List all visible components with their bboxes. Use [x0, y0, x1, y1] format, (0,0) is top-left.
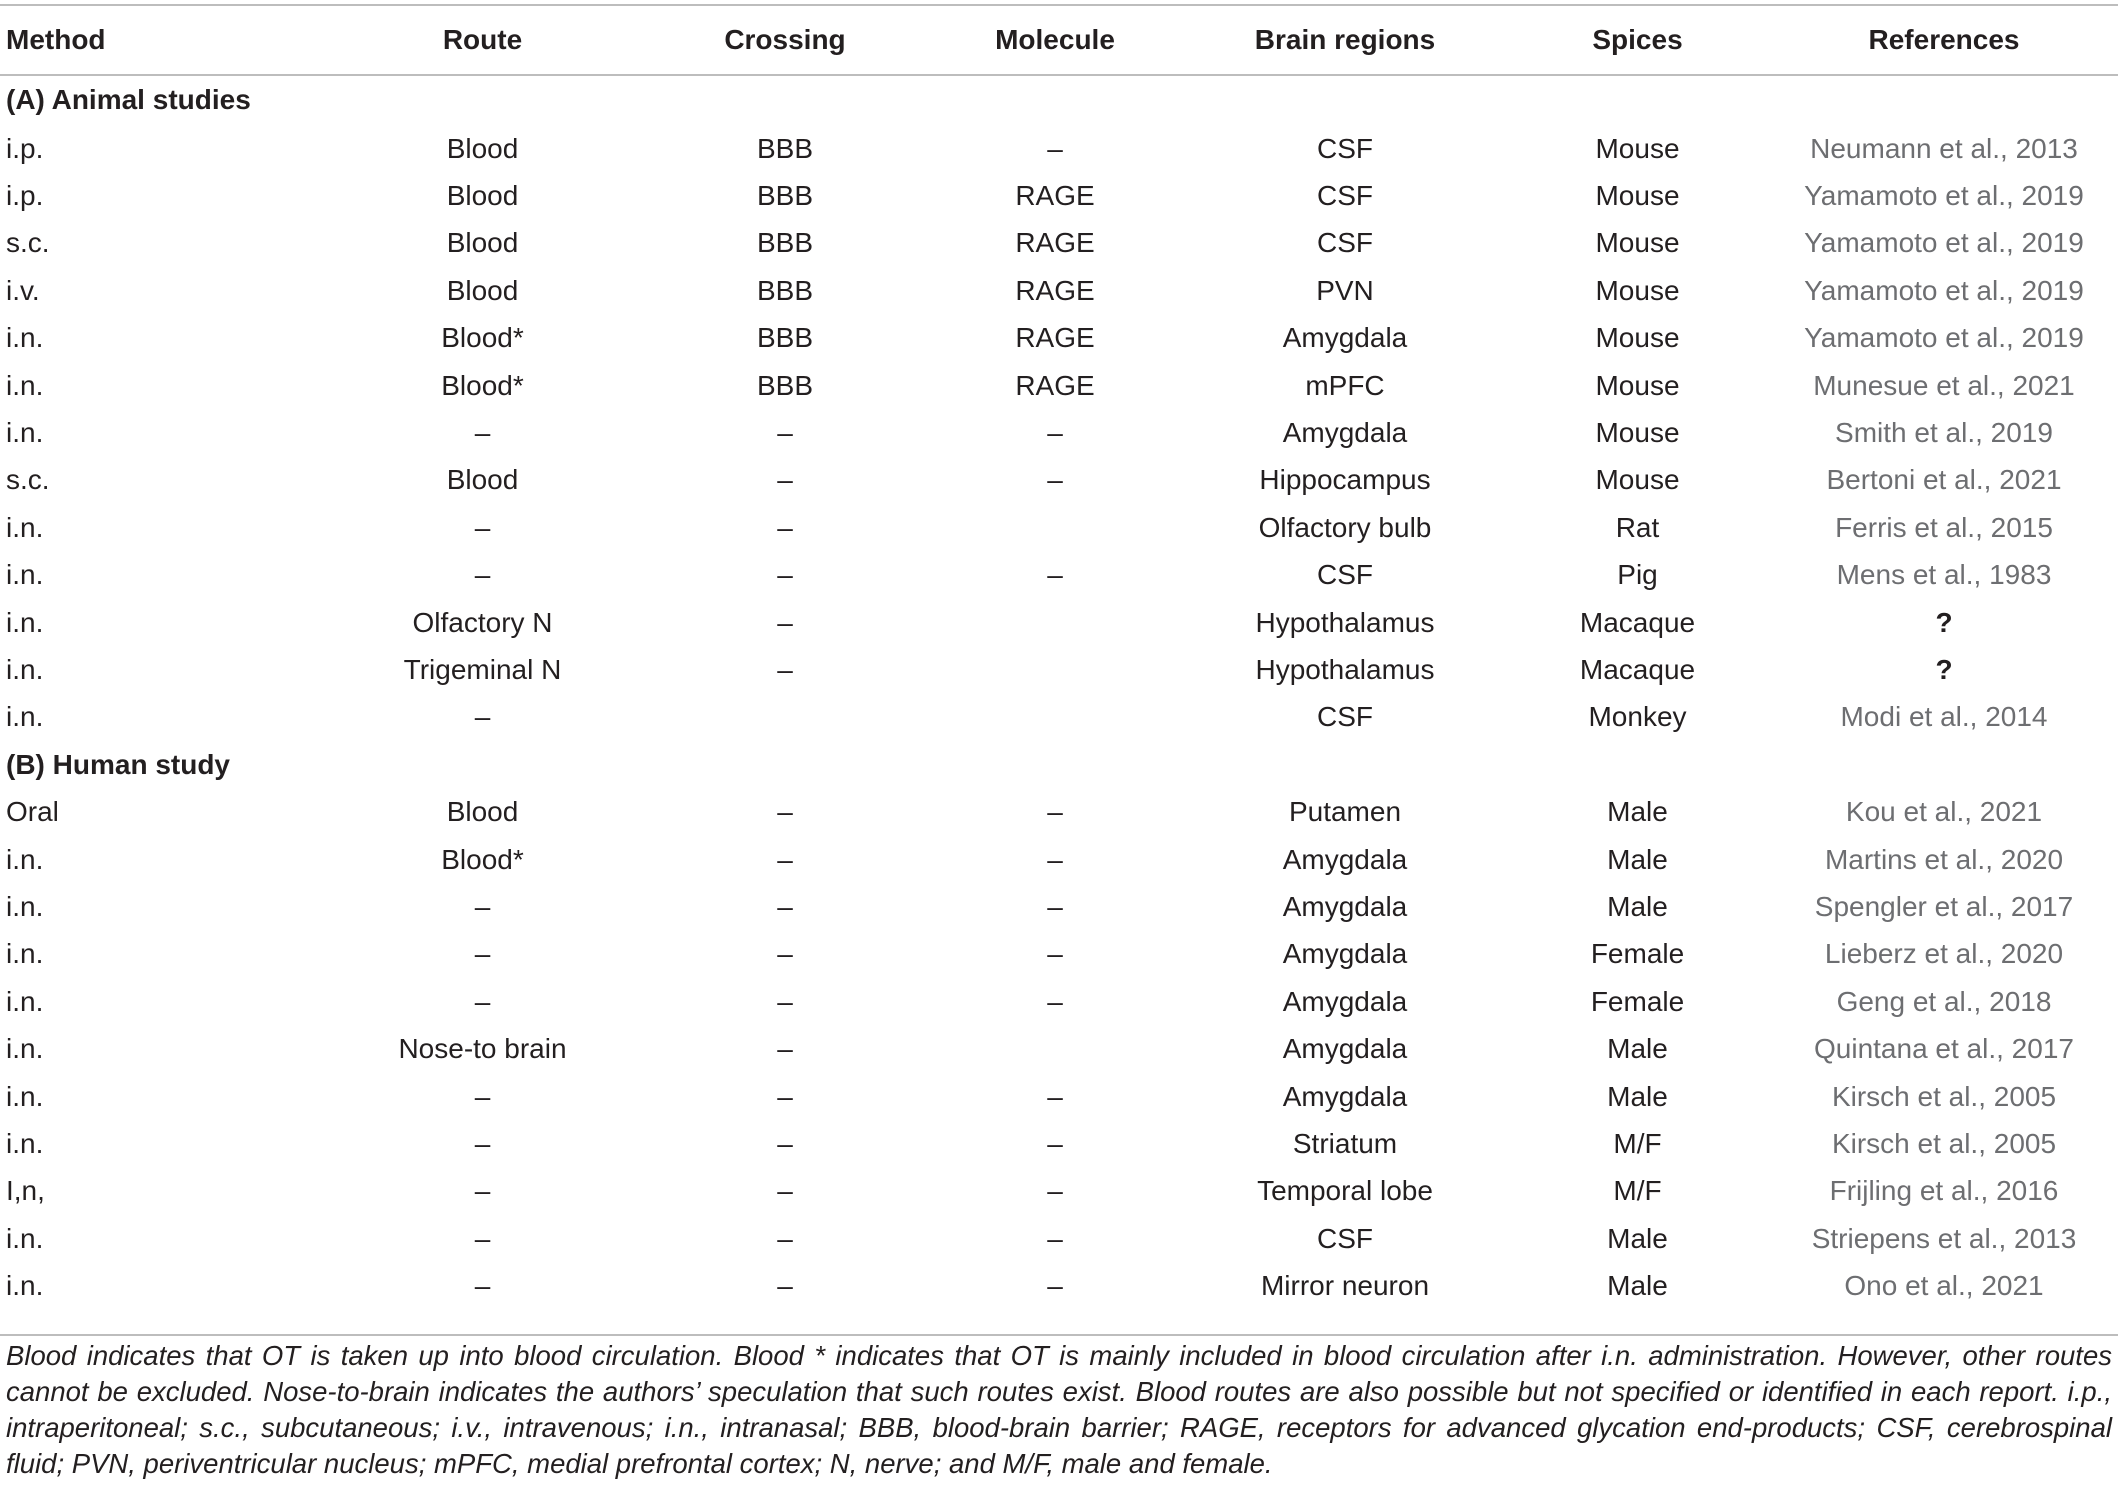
column-header-brain-regions: Brain regions [1254, 24, 1436, 55]
cell-route: – [474, 511, 491, 543]
cell-reference: Striepens et al., 2013 [1811, 1222, 2077, 1254]
cell-method: i.n. [6, 322, 44, 354]
cell-method: i.n. [6, 1270, 44, 1302]
cell-method: i.n. [6, 890, 44, 922]
cell-species: Mouse [1595, 417, 1680, 449]
cell-reference: Ferris et al., 2015 [1835, 511, 2053, 543]
cell-crossing: – [777, 653, 793, 685]
cell-route: – [474, 938, 491, 970]
cell-species: Female [1590, 985, 1685, 1017]
cell-route: – [474, 559, 491, 591]
cell-molecule: RAGE [1015, 227, 1095, 259]
cell-brain-region: CSF [1317, 180, 1373, 212]
cell-species: Mouse [1595, 180, 1680, 212]
cell-species: Macaque [1579, 653, 1696, 685]
cell-species: Mouse [1595, 274, 1680, 306]
cell-brain-region: PVN [1316, 274, 1374, 306]
cell-route: Blood* [441, 369, 524, 401]
cell-method: i.n. [6, 1033, 44, 1065]
cell-route: Blood [446, 180, 519, 212]
cell-reference: Neumann et al., 2013 [1810, 132, 2078, 164]
cell-molecule: RAGE [1015, 322, 1095, 354]
column-header-references: References [1868, 24, 2020, 55]
cell-molecule [925, 646, 1185, 693]
cell-brain-region: CSF [1317, 1222, 1373, 1254]
section-header-row [0, 75, 2118, 125]
cell-reference: Kirsch et al., 2005 [1831, 1080, 2057, 1112]
cell-reference: ? [1935, 653, 1953, 685]
cell-species: M/F [1613, 1175, 1662, 1207]
cell-method: i.n. [6, 606, 44, 638]
table-row [0, 552, 2118, 599]
cell-crossing: BBB [756, 274, 814, 306]
cell-route: – [474, 1270, 491, 1302]
cell-route: Blood [446, 464, 519, 496]
cell-method: i.n. [6, 559, 44, 591]
column-header-molecule: Molecule [995, 24, 1115, 55]
cell-reference: Ono et al., 2021 [1844, 1270, 2044, 1302]
section-header-row [0, 741, 2118, 788]
table-row [0, 220, 2118, 267]
cell-molecule: – [1047, 1127, 1063, 1159]
cell-species: Male [1607, 843, 1668, 875]
cell-method: i.p. [6, 132, 44, 164]
cell-crossing: – [777, 417, 793, 449]
cell-molecule: RAGE [1015, 274, 1095, 306]
cell-route: Blood [446, 227, 519, 259]
cell-method: i.n. [6, 701, 44, 733]
cell-species: Mouse [1595, 322, 1680, 354]
cell-brain-region: Amygdala [1282, 1033, 1408, 1065]
cell-molecule: – [1047, 132, 1063, 164]
cell-brain-region: CSF [1317, 701, 1373, 733]
cell-molecule [925, 1025, 1185, 1072]
table-body [0, 75, 2118, 1310]
cell-reference: Bertoni et al., 2021 [1826, 464, 2062, 496]
table-row [0, 1215, 2118, 1262]
cell-brain-region: Amygdala [1282, 985, 1408, 1017]
cell-route: – [474, 1175, 491, 1207]
cell-method: i.n. [6, 1080, 44, 1112]
cell-brain-region: mPFC [1305, 369, 1385, 401]
data-table [0, 5, 2118, 1310]
cell-brain-region: Putamen [1288, 796, 1402, 828]
cell-brain-region: Amygdala [1282, 1080, 1408, 1112]
cell-species: Macaque [1579, 606, 1696, 638]
cell-brain-region: Amygdala [1282, 843, 1408, 875]
cell-brain-region: Amygdala [1282, 890, 1408, 922]
table-row [0, 694, 2118, 741]
cell-molecule [925, 599, 1185, 646]
cell-method: i.n. [6, 369, 44, 401]
table-row [0, 315, 2118, 362]
cell-molecule: – [1047, 843, 1063, 875]
cell-molecule: – [1047, 1175, 1063, 1207]
cell-method: i.n. [6, 938, 44, 970]
cell-reference: Yamamoto et al., 2019 [1804, 322, 2084, 354]
table-row [0, 1120, 2118, 1167]
cell-reference: Modi et al., 2014 [1840, 701, 2048, 733]
column-header-spices: Spices [1592, 24, 1683, 55]
cell-route: – [474, 417, 491, 449]
cell-crossing: – [777, 1127, 793, 1159]
cell-method: i.n. [6, 511, 44, 543]
cell-route: Blood* [441, 843, 524, 875]
cell-species: Female [1590, 938, 1685, 970]
table-row [0, 788, 2118, 835]
cell-method: s.c. [6, 464, 50, 496]
cell-crossing: BBB [756, 369, 814, 401]
cell-reference: Kirsch et al., 2005 [1831, 1127, 2057, 1159]
cell-method: i.n. [6, 843, 44, 875]
cell-molecule: – [1047, 1270, 1063, 1302]
cell-route: Olfactory N [412, 606, 553, 638]
cell-route: – [474, 701, 491, 733]
table-row [0, 125, 2118, 172]
cell-reference: Frijling et al., 2016 [1829, 1175, 2059, 1207]
cell-route: Blood [446, 796, 519, 828]
cell-reference: Quintana et al., 2017 [1814, 1033, 2074, 1065]
cell-reference: Yamamoto et al., 2019 [1804, 180, 2084, 212]
cell-reference: ? [1935, 606, 1953, 638]
table-row [0, 1025, 2118, 1072]
cell-species: Male [1607, 796, 1668, 828]
cell-route: Blood [446, 132, 519, 164]
cell-species: Rat [1615, 511, 1660, 543]
cell-method: i.n. [6, 1127, 44, 1159]
cell-reference: Martins et al., 2020 [1824, 843, 2064, 875]
cell-reference: Mens et al., 1983 [1836, 559, 2052, 591]
cell-crossing: – [777, 559, 793, 591]
cell-route: Blood* [441, 322, 524, 354]
cell-route: – [474, 890, 491, 922]
cell-brain-region: Hippocampus [1259, 464, 1431, 496]
cell-brain-region: Amygdala [1282, 322, 1408, 354]
cell-crossing: – [777, 796, 793, 828]
table-row [0, 978, 2118, 1025]
cell-molecule: – [1047, 464, 1063, 496]
section-title: (A) Animal studies [6, 84, 251, 115]
cell-method: I,n, [6, 1175, 45, 1207]
cell-species: Mouse [1595, 132, 1680, 164]
table-row [0, 362, 2118, 409]
cell-molecule: – [1047, 796, 1063, 828]
cell-reference: Yamamoto et al., 2019 [1804, 227, 2084, 259]
cell-molecule: – [1047, 890, 1063, 922]
cell-molecule: – [1047, 1222, 1063, 1254]
header-row [0, 5, 2118, 75]
cell-species: Mouse [1595, 227, 1680, 259]
cell-crossing: BBB [756, 132, 814, 164]
cell-crossing: BBB [756, 322, 814, 354]
cell-reference: Smith et al., 2019 [1835, 417, 2053, 449]
cell-crossing: – [777, 1033, 793, 1065]
cell-brain-region: CSF [1317, 132, 1373, 164]
cell-reference: Munesue et al., 2021 [1813, 369, 2075, 401]
cell-crossing: – [777, 1080, 793, 1112]
cell-route: – [474, 1080, 491, 1112]
cell-method: i.p. [6, 180, 44, 212]
cell-species: Male [1607, 1270, 1668, 1302]
cell-brain-region: Temporal lobe [1257, 1175, 1433, 1207]
cell-molecule: – [1047, 417, 1063, 449]
cell-molecule [925, 694, 1185, 741]
table-row [0, 504, 2118, 551]
bottom-rule [0, 1334, 2118, 1336]
cell-molecule: – [1047, 938, 1063, 970]
cell-route: Blood [446, 274, 519, 306]
column-header-crossing: Crossing [724, 24, 846, 55]
table-row [0, 1168, 2118, 1215]
table-row [0, 409, 2118, 456]
cell-brain-region: Olfactory bulb [1258, 511, 1432, 543]
table-row [0, 836, 2118, 883]
cell-reference: Spengler et al., 2017 [1814, 890, 2074, 922]
cell-species: Male [1607, 1033, 1668, 1065]
cell-brain-region: CSF [1317, 559, 1373, 591]
cell-reference: Lieberz et al., 2020 [1824, 938, 2064, 970]
cell-brain-region: Hypothalamus [1255, 653, 1435, 685]
cell-route: – [474, 1127, 491, 1159]
table-row [0, 1073, 2118, 1120]
cell-crossing: BBB [756, 227, 814, 259]
table-row [0, 172, 2118, 219]
cell-molecule: – [1047, 1080, 1063, 1112]
cell-crossing: – [777, 606, 793, 638]
cell-method: i.n. [6, 1222, 44, 1254]
cell-method: Oral [6, 796, 59, 828]
table-row [0, 646, 2118, 693]
column-header-route: Route [442, 24, 523, 55]
cell-molecule: – [1047, 559, 1063, 591]
cell-species: Male [1607, 1222, 1668, 1254]
cell-route: – [474, 1222, 491, 1254]
cell-brain-region: Striatum [1292, 1127, 1398, 1159]
cell-brain-region: Amygdala [1282, 938, 1408, 970]
section-title: (B) Human study [6, 748, 230, 780]
cell-crossing: – [777, 938, 793, 970]
cell-route: Nose-to brain [398, 1033, 567, 1065]
cell-brain-region: Hypothalamus [1255, 606, 1435, 638]
cell-brain-region: CSF [1317, 227, 1373, 259]
cell-species: Male [1607, 1080, 1668, 1112]
cell-species: Pig [1617, 559, 1658, 591]
column-header-method: Method [6, 24, 106, 55]
cell-route: – [474, 985, 491, 1017]
cell-crossing: – [777, 1222, 793, 1254]
table-row [0, 883, 2118, 930]
cell-crossing: – [777, 843, 793, 875]
cell-crossing: – [777, 1270, 793, 1302]
cell-method: s.c. [6, 227, 50, 259]
cell-species: M/F [1613, 1127, 1662, 1159]
cell-method: i.n. [6, 653, 44, 685]
cell-crossing: – [777, 1175, 793, 1207]
cell-method: i.n. [6, 417, 44, 449]
cell-species: Mouse [1595, 369, 1680, 401]
table-row [0, 267, 2118, 314]
cell-molecule: RAGE [1015, 180, 1095, 212]
table-row [0, 457, 2118, 504]
cell-method: i.v. [6, 274, 40, 306]
cell-reference: Yamamoto et al., 2019 [1804, 274, 2084, 306]
cell-species: Mouse [1595, 464, 1680, 496]
table-footnote: Blood indicates that OT is taken up into blood circulation. Blood * indicates that OT is mainly included in blood circulation after i.n. administration. However, other routes cannot be excluded. Nose-to-brain indicates the authors’ speculation that such routes exist. Blood routes are also possible but not specified or identified in each report. i.p., intraperitoneal; s.c., subcutaneous; i.v., intravenous; i.n., intranasal; BBB, blood-brain barrier; RAGE, receptors for advanced glycation end-products; CSF, cerebrospinal fluid; PVN, periventricular nucleus; mPFC, medial prefrontal cortex; N, nerve; and M/F, male and female. [6, 1340, 2112, 1479]
cell-brain-region: Amygdala [1282, 417, 1408, 449]
table-row [0, 931, 2118, 978]
cell-molecule [925, 504, 1185, 551]
cell-crossing: – [777, 890, 793, 922]
table-row [0, 1262, 2118, 1309]
cell-molecule: – [1047, 985, 1063, 1017]
cell-crossing: BBB [756, 180, 814, 212]
cell-crossing: – [777, 464, 793, 496]
table-row [0, 599, 2118, 646]
cell-crossing: – [777, 511, 793, 543]
cell-reference: Geng et al., 2018 [1836, 985, 2052, 1017]
cell-molecule: RAGE [1015, 369, 1095, 401]
cell-species: Male [1607, 890, 1668, 922]
cell-crossing [645, 694, 925, 741]
cell-crossing: – [777, 985, 793, 1017]
cell-route: Trigeminal N [403, 653, 562, 685]
cell-method: i.n. [6, 985, 44, 1017]
cell-reference: Kou et al., 2021 [1845, 796, 2043, 828]
cell-species: Monkey [1588, 701, 1687, 733]
cell-brain-region: Mirror neuron [1260, 1270, 1430, 1302]
